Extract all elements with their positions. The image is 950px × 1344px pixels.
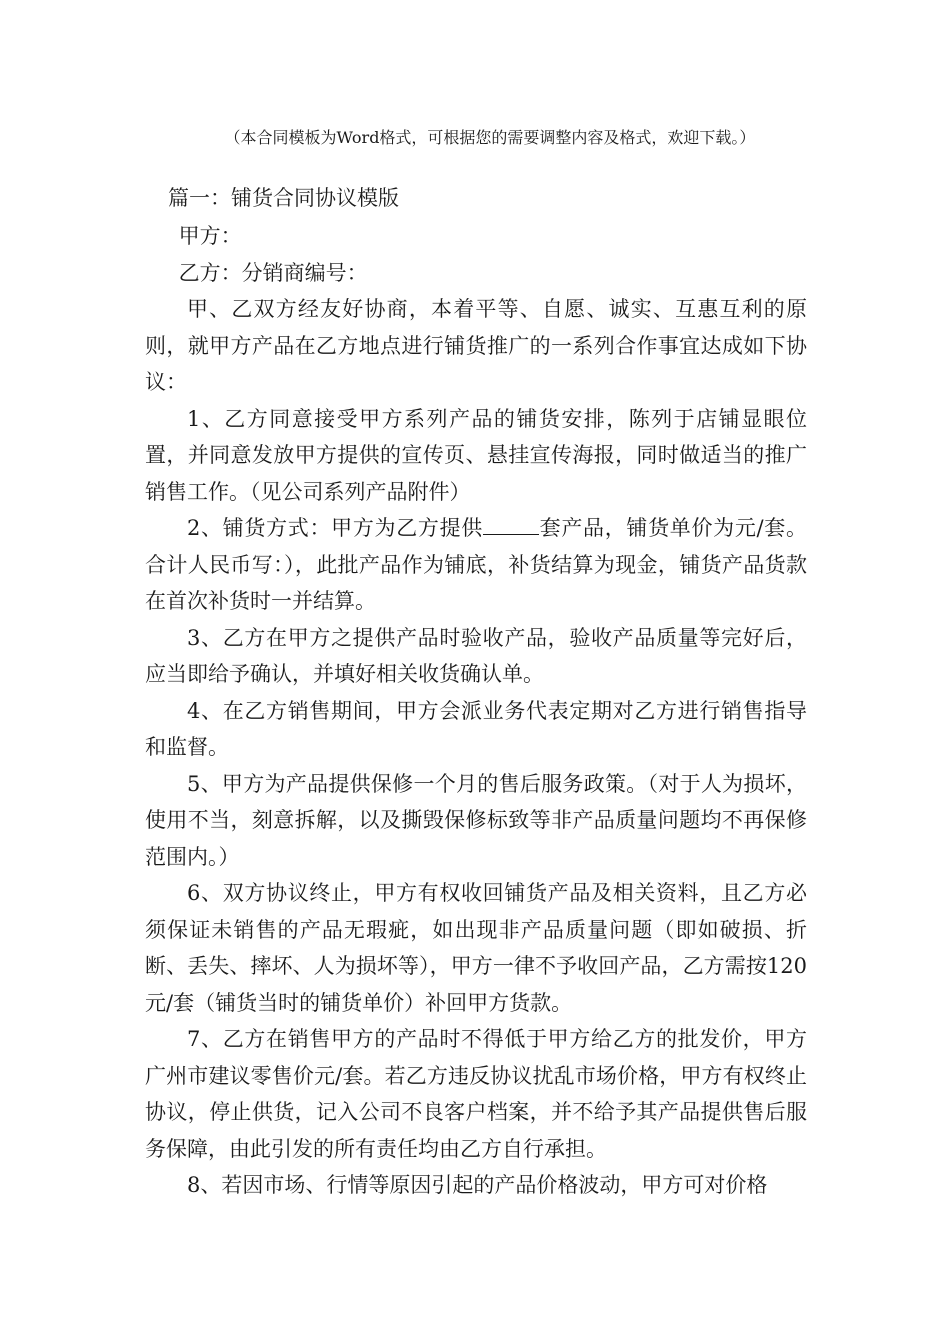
- clause-6: 6、双方协议终止，甲方有权收回铺货产品及相关资料，且乙方必须保证未销售的产品无瑕疵，如出现非产品质量问题（即如破损、折断、丢失、摔坏、人为损坏等），甲方一律不予收回产品，乙方需按120元/套（铺货当时的铺货单价）补回甲方货款。: [145, 881, 807, 1015]
- intro-paragraph: 甲、乙双方经友好协商，本着平等、自愿、诚实、互惠互利的原则，就甲方产品在乙方地点进行铺货推广的一系列合作事宜达成如下协议：: [145, 297, 807, 394]
- fill-in-blank: [483, 514, 539, 535]
- party-a-line: 甲方：: [178, 224, 242, 248]
- clause-5: 5、甲方为产品提供保修一个月的售后服务政策。（对于人为损坏，使用不当，刻意拆解，以及撕毁保修标致等非产品质量问题均不再保修范围内。）: [145, 771, 807, 869]
- contract-body: [145, 218, 807, 1204]
- template-note: （本合同模板为Word格式，可根据您的需要调整内容及格式，欢迎下载。）: [224, 128, 756, 147]
- clause-3: 3、乙方在甲方之提供产品时验收产品，验收产品质量等完好后，应当即给予确认，并填好相关收货确认单。: [145, 625, 807, 686]
- document-heading: 篇一：铺货合同协议模版: [168, 186, 399, 210]
- clause-4: 4、在乙方销售期间，甲方会派业务代表定期对乙方进行销售指导和监督。: [145, 698, 807, 759]
- clause-2-part-2: 套产品，铺货单价为元/套。合计人民币写：），此批产品作为铺底，补货结算为现金，铺货产品货款在首次补货时一并结算。: [145, 516, 807, 613]
- clause-1: 1、乙方同意接受甲方系列产品的铺货安排，陈列于店铺显眼位置，并同意发放甲方提供的宣传页、悬挂宣传海报，同时做适当的推广销售工作。（见公司系列产品附件）: [145, 406, 807, 504]
- clause-2-part-1: 2、铺货方式：甲方为乙方提供: [187, 516, 483, 540]
- clause-7: 7、乙方在销售甲方的产品时不得低于甲方给乙方的批发价，甲方广州市建议零售价元/套。若乙方违反协议扰乱市场价格，甲方有权终止协议，停止供货，记入公司不良客户档案，并不给予其产品提供售后服务保障，由此引发的所有责任均由乙方自行承担。: [145, 1027, 807, 1161]
- party-b-line: 乙方：分销商编号：: [178, 260, 368, 285]
- clause-8: 8、若因市场、行情等原因引起的产品价格波动，甲方可对价格: [187, 1173, 768, 1197]
- clause-2: [145, 510, 807, 620]
